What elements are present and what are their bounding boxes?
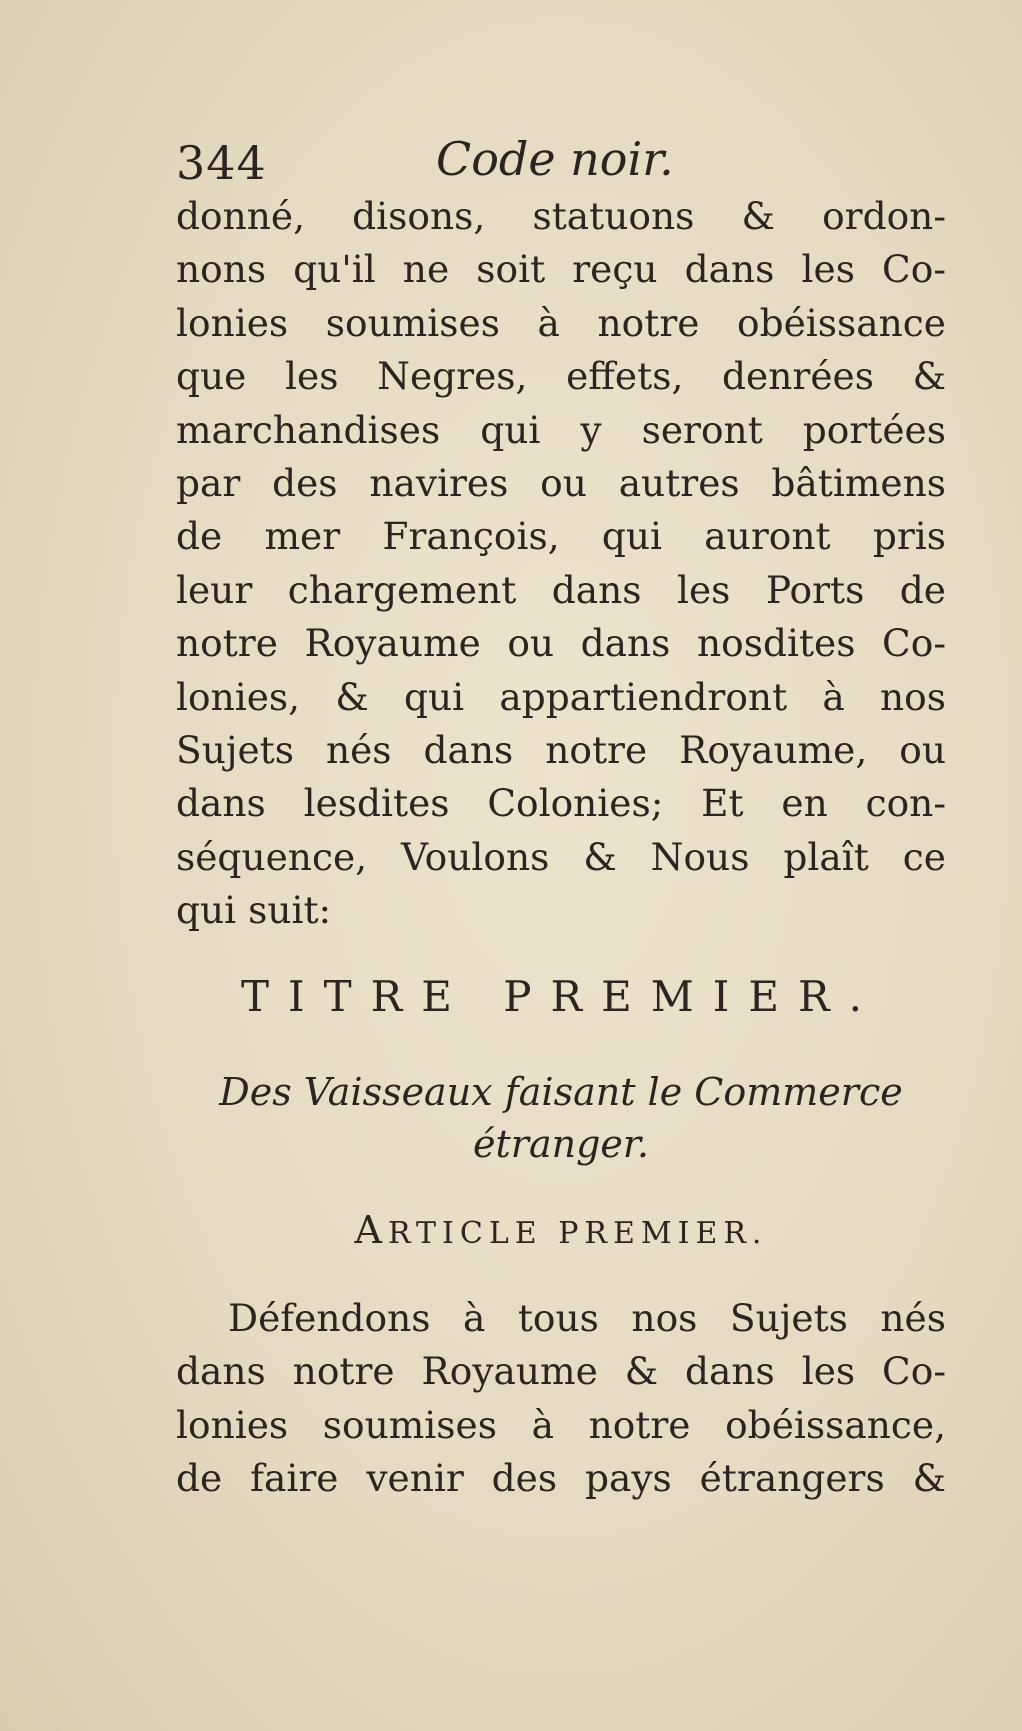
body-paragraph — [176, 190, 946, 938]
page-header — [176, 130, 946, 190]
text-line: donné, disons, statuons & ordon- — [176, 194, 946, 238]
running-title: Code noir. — [436, 132, 674, 186]
text-line: par des navires ou autres bâtimens — [176, 461, 946, 506]
subtitle-line: Des Vaisseaux faisant le Commerce — [219, 1070, 903, 1114]
text-line: de mer François, qui auront pris — [176, 514, 946, 559]
text-line: lonies, & qui appartiendront à nos — [176, 674, 946, 719]
text-line: leur chargement dans les Ports de — [176, 567, 946, 612]
text-line: lonies soumises à notre obéissance — [176, 300, 946, 345]
text-line: marchandises qui y seront portées — [176, 407, 946, 452]
text-line: dans notre Royaume & dans les Co- — [176, 1349, 946, 1394]
text-line: Sujets nés dans notre Royaume, ou — [176, 728, 946, 773]
section-title: TITRE PREMIER. — [240, 972, 882, 1021]
text-line: lonies soumises à notre obéissance, — [176, 1402, 946, 1447]
text-line: dans lesdites Colonies; Et en con- — [176, 781, 946, 826]
text-line: que les Negres, effets, denrées & — [176, 354, 946, 399]
page-number: 344 — [176, 136, 267, 190]
text-line: notre Royaume ou dans nosdites Co- — [176, 621, 946, 666]
article-heading-initial: A — [354, 1208, 388, 1252]
section-subtitle — [176, 1066, 946, 1170]
text-line: qui suit: — [176, 888, 332, 933]
subtitle-line: étranger. — [473, 1122, 649, 1166]
text-line: de faire venir des pays étrangers & — [176, 1456, 946, 1501]
article-paragraph — [176, 1292, 946, 1506]
text-line: séquence, Voulons & Nous plaît ce — [176, 834, 946, 879]
article-heading — [176, 1208, 946, 1252]
text-line: nons qu'il ne soit reçu dans les Co- — [176, 247, 946, 292]
text-line: Défendons à tous nos Sujets nés — [228, 1296, 946, 1340]
article-heading-rest: RTICLE PREMIER. — [387, 1216, 768, 1251]
